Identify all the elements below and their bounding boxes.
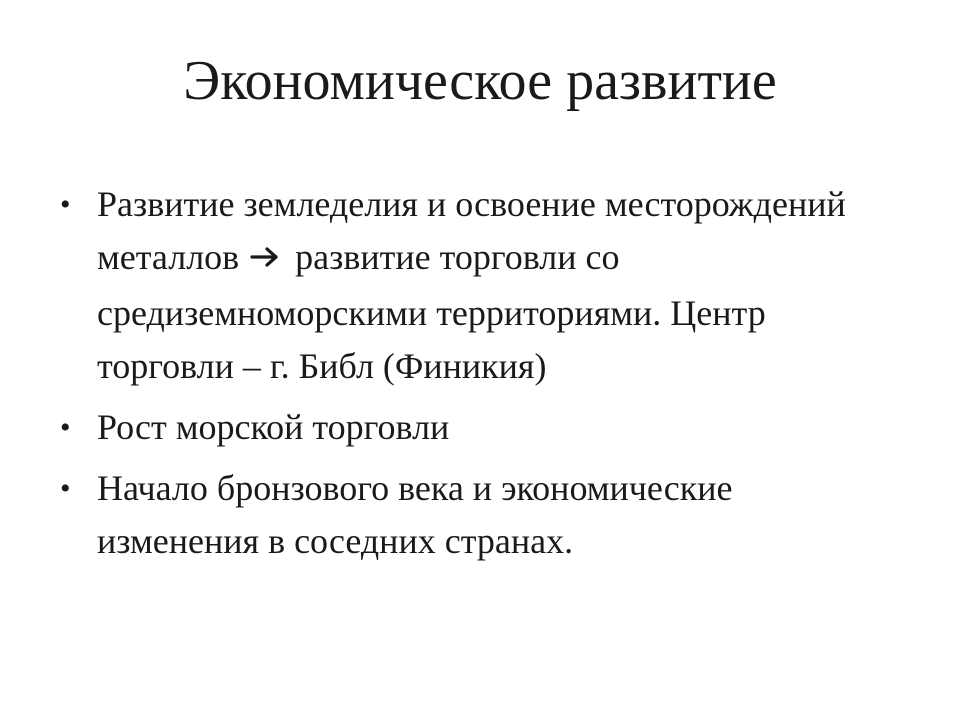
bullet-item [60, 462, 860, 568]
bullet-icon: • [60, 411, 71, 445]
right-arrow-icon [250, 230, 280, 283]
bullet-list [60, 178, 860, 576]
bullet-icon: • [60, 472, 71, 506]
bullet-item [60, 401, 860, 454]
bullet-text-part: Развитие земледелия и освоение месторождений металлов [97, 184, 846, 277]
bullet-text: Начало бронзового века и экономические изменения в соседних странах. [97, 468, 733, 562]
bullet-item [60, 178, 860, 393]
bullet-text-part: развитие торговли со средиземноморскими территориями. Центр торговли – г. Библ (Финикия) [97, 237, 766, 387]
bullet-icon: • [60, 188, 71, 221]
slide-title: Экономическое развитие [183, 50, 777, 112]
bullet-text: Рост морской торговли [97, 407, 450, 448]
